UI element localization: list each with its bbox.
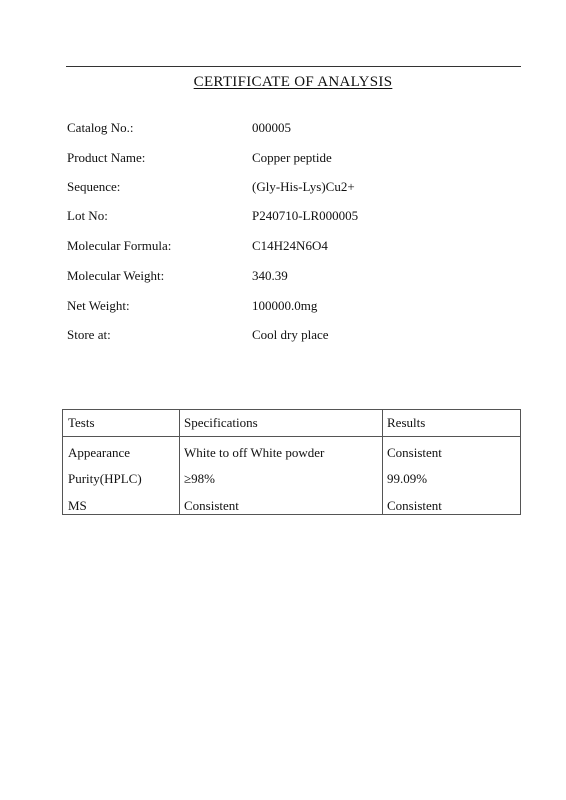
table-cell: Consistent [387,445,442,460]
header-divider [63,436,520,437]
info-label: Store at: [67,327,111,342]
table-cell: Purity(HPLC) [68,471,142,486]
table-cell: ≥98% [184,471,215,486]
info-row-lot [67,206,507,226]
table-header-specifications: Specifications [184,415,258,430]
info-value: P240710-LR000005 [252,208,359,223]
column-divider [382,410,383,514]
table-header-tests: Tests [68,415,95,430]
table-cell: Consistent [387,498,442,513]
info-row-catalog [67,118,507,138]
table-cell: Appearance [68,445,131,460]
info-row-sequence [67,177,507,197]
info-label: Catalog No.: [67,120,134,135]
info-label: Molecular Weight: [67,268,165,283]
info-row-storage [67,325,507,345]
top-divider [66,66,521,67]
table-cell: White to off White powder [184,445,325,460]
info-label: Sequence: [67,179,121,194]
info-value: 340.39 [252,268,288,283]
info-label: Molecular Formula: [67,238,172,253]
info-value: Cool dry place [252,327,329,342]
info-label: Lot No: [67,208,108,223]
info-row-formula [67,236,507,256]
info-label: Product Name: [67,150,146,165]
column-divider [179,410,180,514]
info-value: 100000.0mg [252,298,318,313]
info-row-weight [67,266,507,286]
info-row-net-weight [67,296,507,316]
info-label: Net Weight: [67,298,130,313]
info-value: (Gly-His-Lys)Cu2+ [252,179,355,194]
table-cell: Consistent [184,498,239,513]
table-header-results: Results [387,415,426,430]
table-cell: 99.09% [387,471,428,486]
info-row-product-name [67,148,507,168]
document-title: CERTIFICATE OF ANALYSIS [193,74,393,90]
table-cell: MS [68,498,87,513]
info-value: Copper peptide [252,150,332,165]
info-value: C14H24N6O4 [252,238,328,253]
results-table [62,409,521,515]
info-value: 000005 [252,120,291,135]
